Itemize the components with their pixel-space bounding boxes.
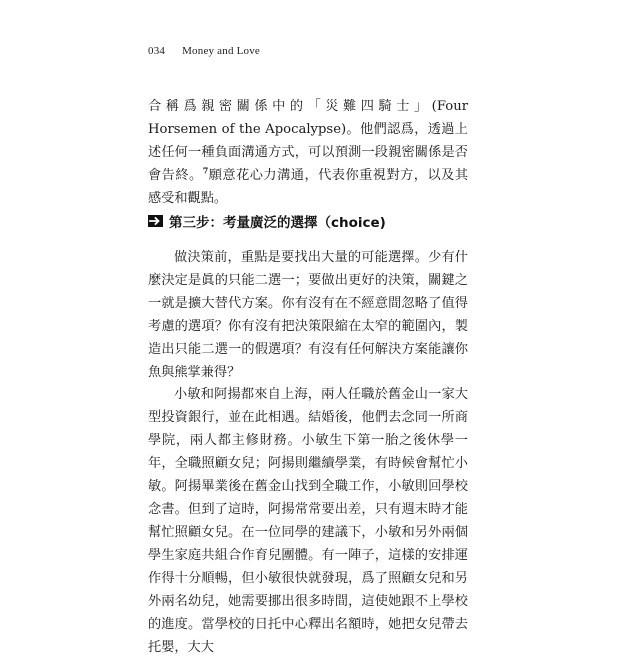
page-number: 034 [148,45,166,57]
running-head [148,45,260,57]
paragraph-3: 小敏和阿揚都來自上海，兩人任職於舊金山一家大型投資銀行，並在此相遇。結婚後，他們去念同一所商學院，兩人都主修財務。小敏生下第一胎之後休學一年，全職照顧女兒；阿揚則繼續學業，有時候會幫忙小敏。阿揚畢業後在舊金山找到全職工作，小敏則回學校念書。但到了這時，阿揚常常要出差，只有週末時才能幫忙照顧女兒。在一位同學的建議下，小敏和另外兩個學生家庭共組合作育兒團體。有一陣子，這樣的安排運作得十分順暢，但小敏很快就發現，爲了照顧女兒和另外兩名幼兒，她需要挪出很多時間，這使她跟不上學校的進度。當學校的日托中心釋出名額時，她把女兒帶去托嬰，大大 [148,387,468,655]
paragraph-1-text: 合稱爲親密關係中的「災難四騎士」(Four Horsemen of the Apocalypse)。他們認爲，透過上述任何一種負面溝通方式，可以預測一段親密關係是否會告終。 [148,99,468,183]
footnote-marker: 7 [202,165,209,176]
paragraph-1-continuation: 願意花心力溝通，代表你重視對方，以及其感受和觀點。 [148,168,469,206]
section-heading [148,211,386,231]
book-title: Money and Love [182,45,261,57]
paragraph-2: 做決策前，重點是要找出大量的可能選擇。少有什麼決定是眞的只能二選一；要做出更好的決策，關鍵之一就是擴大替代方案。你有沒有在不經意間忽略了值得考慮的選項？你有沒有把決策限縮在太窄的範圍內，製造出只能二選一的假選項？有沒有任何解決方案能讓你魚與熊掌兼得？ [148,250,468,380]
arrow-right-icon [148,215,163,227]
section-heading-text: 第三步：考量廣泛的選擇（choice) [169,215,386,231]
paragraph-1 [148,95,468,210]
